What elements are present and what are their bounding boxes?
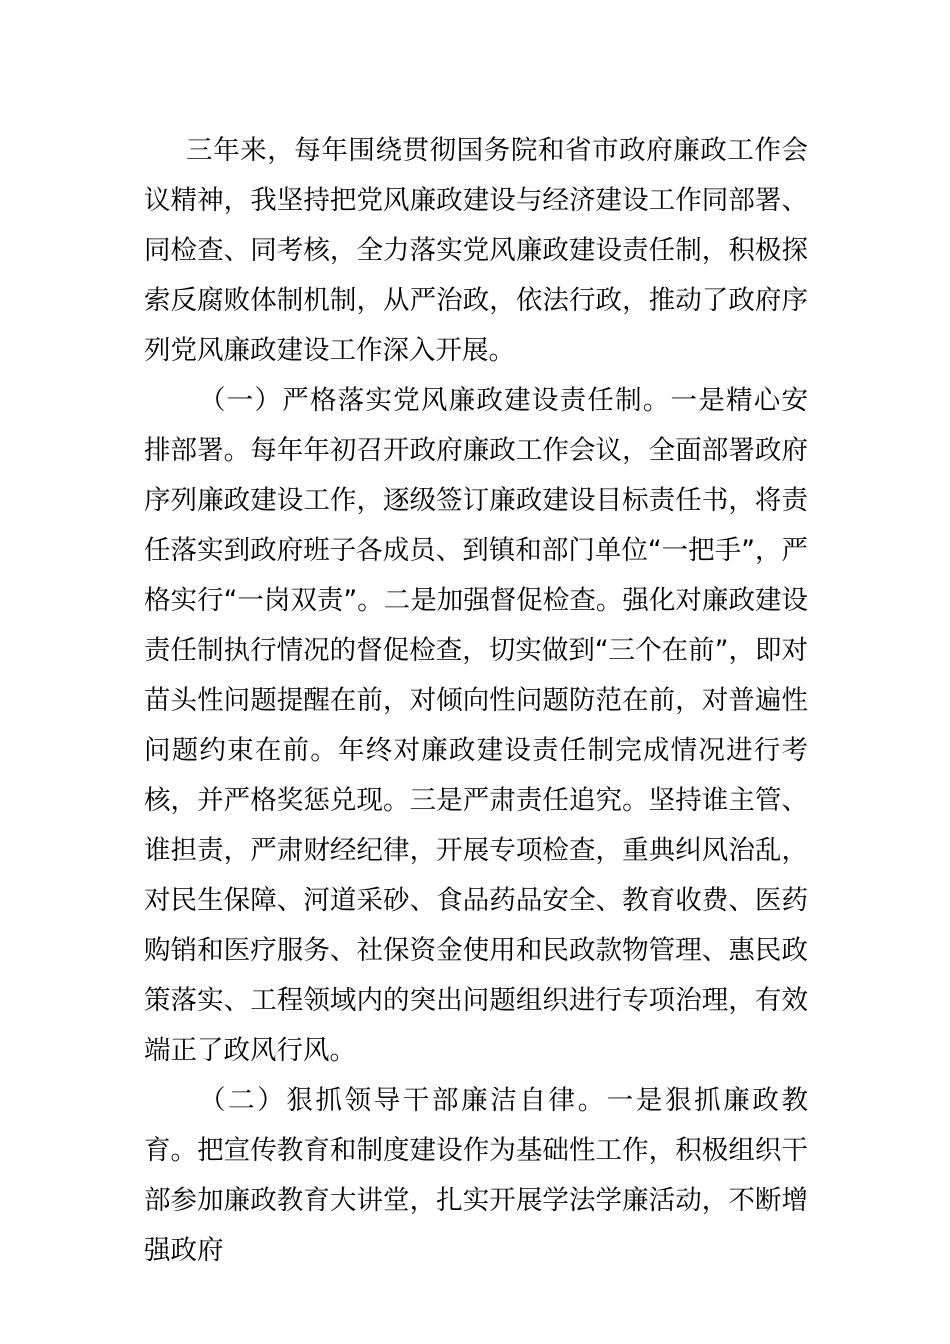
- paragraph-intro: 三年来，每年围绕贯彻国务院和省市政府廉政工作会议精神，我坚持把党风廉政建设与经济建设工作同部署、同检查、同考核，全力落实党风廉政建设责任制，积极探索反腐败体制机制，从严治政，依法行政，推动了政府序列党风廉政建设工作深入开展。: [144, 135, 808, 366]
- paragraph-section-2: （二）狠抓领导干部廉洁自律。一是狠抓廉政教育。把宣传教育和制度建设作为基础性工作，积极组织干部参加廉政教育大讲堂，扎实开展学法学廉活动，不断增强政府: [144, 1085, 808, 1266]
- document-body: [144, 126, 808, 1276]
- paragraph-section-1: （一）严格落实党风廉政建设责任制。一是精心安排部署。每年年初召开政府廉政工作会议，全面部署政府序列廉政建设工作，逐级签订廉政建设目标责任书，将责任落实到政府班子各成员、到镇和部门单位“一把手”，严格实行“一岗双责”。二是加强督促检查。强化对廉政建设责任制执行情况的督促检查，切实做到“三个在前”，即对苗头性问题提醒在前，对倾向性问题防范在前，对普遍性问题约束在前。年终对廉政建设责任制完成情况进行考核，并严格奖惩兑现。三是严肃责任追究。坚持谁主管、谁担责，严肃财经纪律，开展专项检查，重典纠风治乱，对民生保障、河道采砂、食品药品安全、教育收费、医药购销和医疗服务、社保资金使用和民政款物管理、惠民政策落实、工程领域内的突出问题组织进行专项治理，有效端正了政风行风。: [144, 385, 808, 1066]
